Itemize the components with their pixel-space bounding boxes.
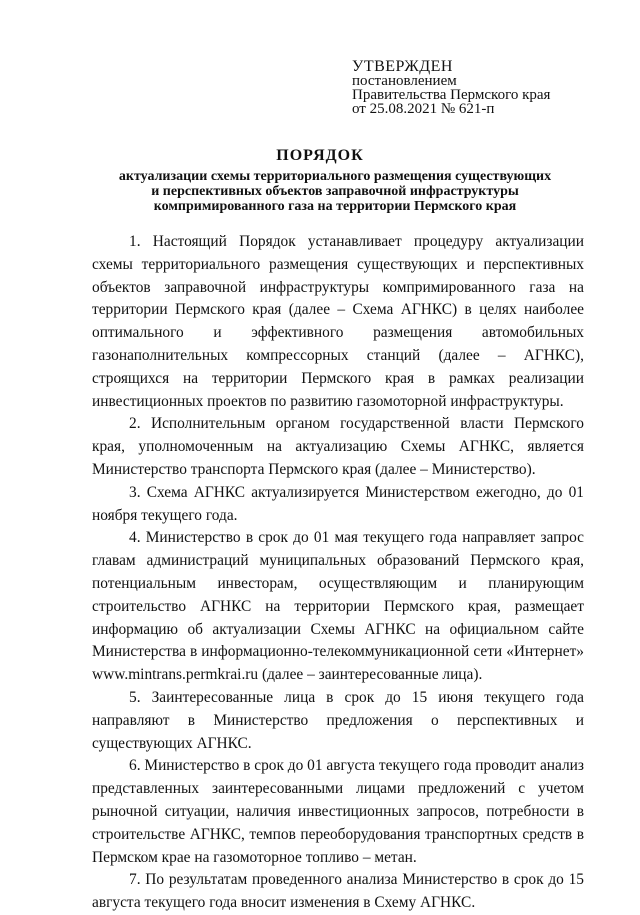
document-subtitle	[95, 169, 575, 214]
subtitle-line-3: компримированного газа на территории Пермского края	[153, 199, 517, 214]
approval-stamp	[352, 60, 550, 116]
approval-line-1: постановлением	[352, 73, 457, 89]
subtitle-line-2: и перспективных объектов заправочной инфраструктуры	[151, 184, 519, 199]
approval-line-3: от 25.08.2021 № 621-п	[352, 101, 495, 117]
paragraph-5: 5. Заинтересованные лица в срок до 15 июня текущего года направляют в Министерство предложения о перспективных и существующих АГНКС.	[92, 688, 584, 752]
paragraph-4: 4. Министерство в срок до 01 мая текущего года направляет запрос главам администраций муниципальных образований Пермского края, потенциальным инвесторам, осуществляющим и планирующим строительство АГНКС на территории Пермского края, размещает информацию об актуализации Схемы АГНКС на официальном сайте Министерства в информационно-телекоммуникационной сети «Интернет» www.mintrans.permkrai.ru (далее – заинтересованные лица).	[92, 529, 584, 684]
paragraph-1: 1. Настоящий Порядок устанавливает процедуру актуализации схемы территориального размещения существующих и перспективных объектов заправочной инфраструктуры компримированного газа на территории Пермского края (далее – Схема АГНКС) в целях наиболее оптимального и эффективного размещения автомобильных газонаполнительных компрессорных станций (далее – АГНКС), строящихся на территории Пермского края в рамках реализации инвестиционных проектов по развитию газомоторной инфраструктуры.	[92, 233, 584, 410]
subtitle-line-1: актуализации схемы территориального размещения существующих	[118, 169, 552, 184]
paragraph-3: 3. Схема АГНКС актуализируется Министерством ежегодно, до 01 ноября текущего года.	[92, 483, 584, 524]
paragraph-7: 7. По результатам проведенного анализа Министерство в срок до 15 августа текущего года вносит изменения в Схему АГНКС.	[92, 871, 584, 912]
document-title: ПОРЯДОК	[276, 147, 364, 164]
approval-line-2: Правительства Пермского края	[352, 87, 551, 103]
paragraph-2: 2. Исполнительным органом государственной власти Пермского края, уполномоченным на актуализацию Схемы АГНКС, является Министерство транспорта Пермского края (далее – Министерство).	[92, 415, 584, 478]
approval-title: УТВЕРЖДЕН	[352, 58, 453, 75]
document-body	[92, 231, 584, 915]
paragraph-6: 6. Министерство в срок до 01 августа текущего года проводит анализ представленных заинтересованными лицами предложений с учетом рыночной ситуации, наличия инвестиционных запросов, потребности в строительстве АГНКС, темпов переоборудования транспортных средств в Пермском крае на газомоторное топливо – метан.	[92, 757, 584, 866]
